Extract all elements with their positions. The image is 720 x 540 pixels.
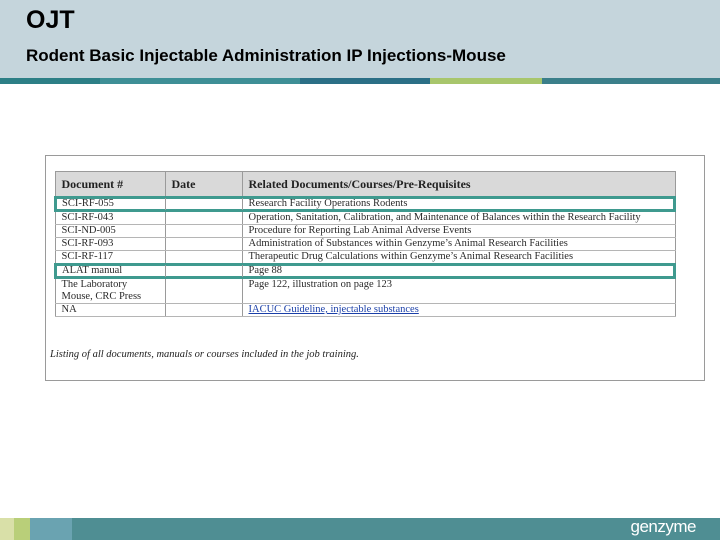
- document-date: [165, 278, 242, 304]
- related-document: Therapeutic Drug Calculations within Genzyme’s Animal Research Facilities: [242, 251, 675, 265]
- accent-bar-segment: [0, 78, 100, 84]
- accent-bar-segment: [430, 78, 542, 84]
- related-document: Page 122, illustration on page 123: [242, 278, 675, 304]
- accent-bar-segment: [542, 78, 720, 84]
- table-row: [55, 304, 675, 317]
- document-number: SCI-RF-055: [55, 197, 165, 211]
- document-number: ALAT manual: [55, 264, 165, 278]
- document-date: [165, 304, 242, 317]
- related-document: Procedure for Reporting Lab Animal Adverse Events: [242, 225, 675, 238]
- table-header-row: [55, 172, 675, 198]
- document-number: NA: [55, 304, 165, 317]
- table-row: [55, 238, 675, 251]
- table-caption: Listing of all documents, manuals or courses included in the job training.: [50, 349, 359, 360]
- table-row: [55, 264, 675, 278]
- footer-strip-segment: [30, 518, 72, 540]
- table-row: [55, 225, 675, 238]
- genzyme-logo: genzyme: [630, 517, 696, 536]
- related-document-cell: [242, 304, 675, 317]
- slide-subtitle: Rodent Basic Injectable Administration IP Injections-Mouse: [26, 46, 506, 65]
- related-document: Page 88: [242, 264, 675, 278]
- document-number: SCI-RF-043: [55, 211, 165, 225]
- document-date: [165, 238, 242, 251]
- document-number: SCI-ND-005: [55, 225, 165, 238]
- document-date: [165, 225, 242, 238]
- related-document: Operation, Sanitation, Calibration, and Maintenance of Balances within the Research Facility: [242, 211, 675, 225]
- column-header-date: Date: [165, 172, 242, 198]
- document-number: SCI-RF-093: [55, 238, 165, 251]
- footer-strip-segment: [14, 518, 30, 540]
- related-document: Research Facility Operations Rodents: [242, 197, 675, 211]
- documents-table: [54, 171, 676, 317]
- table-row: [55, 251, 675, 265]
- table-row: [55, 278, 675, 304]
- table-row: [55, 211, 675, 225]
- column-header-related: Related Documents/Courses/Pre-Requisites: [242, 172, 675, 198]
- document-number: The Laboratory Mouse, CRC Press: [55, 278, 165, 304]
- table-row: [55, 197, 675, 211]
- document-date: [165, 264, 242, 278]
- accent-bar-segment: [100, 78, 300, 84]
- slide-header: [0, 0, 720, 78]
- iacuc-guideline-link[interactable]: IACUC Guideline, injectable substances: [248, 304, 419, 315]
- column-header-document: Document #: [55, 172, 165, 198]
- footer-strip-segment: [72, 518, 720, 540]
- slide-title: OJT: [26, 6, 75, 34]
- document-date: [165, 197, 242, 211]
- document-date: [165, 211, 242, 225]
- related-document: Administration of Substances within Genzyme’s Animal Research Facilities: [242, 238, 675, 251]
- footer-strip-segment: [0, 518, 14, 540]
- document-date: [165, 251, 242, 265]
- document-number: SCI-RF-117: [55, 251, 165, 265]
- accent-bar-segment: [300, 78, 430, 84]
